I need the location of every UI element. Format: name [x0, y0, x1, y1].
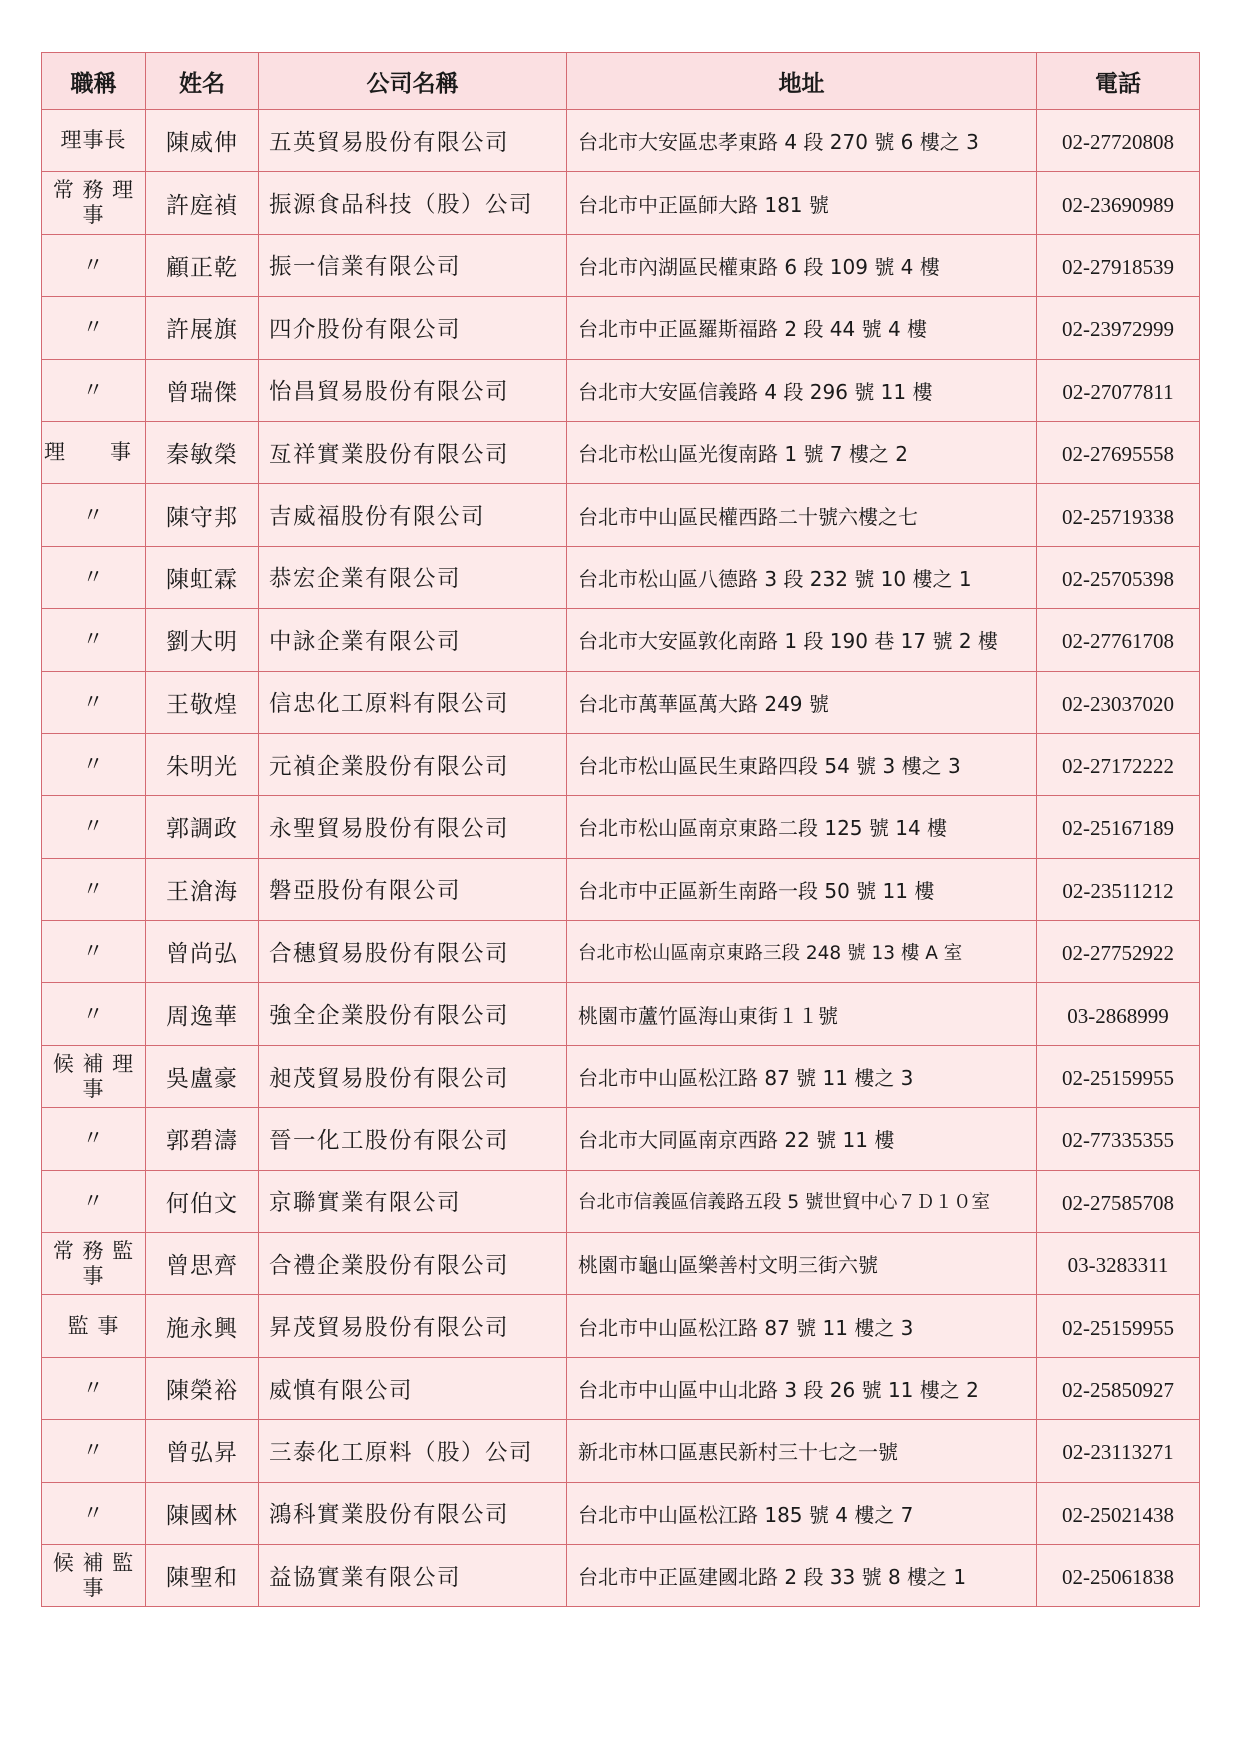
cell-company: 振源食品科技（股）公司 — [259, 172, 567, 234]
table-row — [42, 983, 1200, 1045]
cell-title: 〃 — [42, 983, 146, 1045]
table-row — [42, 1482, 1200, 1544]
table-row — [42, 1170, 1200, 1232]
cell-name: 許展旗 — [146, 297, 259, 359]
cell-address: 台北市中正區師大路 181 號 — [567, 172, 1037, 234]
cell-title: 常 務 理 事 — [42, 172, 146, 234]
cell-title: 〃 — [42, 546, 146, 608]
cell-company: 四介股份有限公司 — [259, 297, 567, 359]
table-row — [42, 796, 1200, 858]
cell-company: 五英貿易股份有限公司 — [259, 110, 567, 172]
cell-name: 曾尚弘 — [146, 921, 259, 983]
cell-title: 〃 — [42, 733, 146, 795]
cell-name: 陳聖和 — [146, 1544, 259, 1606]
cell-phone: 02-25850927 — [1037, 1357, 1200, 1419]
cell-company: 怡昌貿易股份有限公司 — [259, 359, 567, 421]
cell-address: 台北市大安區信義路 4 段 296 號 11 樓 — [567, 359, 1037, 421]
table-row — [42, 1295, 1200, 1357]
cell-phone: 02-27720808 — [1037, 110, 1200, 172]
cell-phone: 02-25719338 — [1037, 484, 1200, 546]
cell-title: 〃 — [42, 796, 146, 858]
cell-company: 吉威福股份有限公司 — [259, 484, 567, 546]
table-row — [42, 1233, 1200, 1295]
cell-address: 台北市中山區松江路 185 號 4 樓之 7 — [567, 1482, 1037, 1544]
cell-company: 中詠企業有限公司 — [259, 609, 567, 671]
cell-company: 磐亞股份有限公司 — [259, 858, 567, 920]
table-row — [42, 359, 1200, 421]
cell-company: 合穗貿易股份有限公司 — [259, 921, 567, 983]
cell-title: 〃 — [42, 671, 146, 733]
cell-address: 台北市松山區八德路 3 段 232 號 10 樓之 1 — [567, 546, 1037, 608]
cell-title: 理事長 — [42, 110, 146, 172]
cell-company: 鴻科實業股份有限公司 — [259, 1482, 567, 1544]
members-table — [41, 52, 1200, 1607]
cell-phone: 02-25167189 — [1037, 796, 1200, 858]
cell-address: 台北市中正區建國北路 2 段 33 號 8 樓之 1 — [567, 1544, 1037, 1606]
cell-name: 郭碧濤 — [146, 1108, 259, 1170]
cell-name: 吳盧豪 — [146, 1045, 259, 1107]
cell-title: 〃 — [42, 297, 146, 359]
cell-company: 晉一化工股份有限公司 — [259, 1108, 567, 1170]
cell-address: 台北市中正區羅斯福路 2 段 44 號 4 樓 — [567, 297, 1037, 359]
cell-name: 曾思齊 — [146, 1233, 259, 1295]
cell-address: 台北市松山區南京東路三段 248 號 13 樓 A 室 — [567, 921, 1037, 983]
cell-name: 許庭禎 — [146, 172, 259, 234]
cell-title: 〃 — [42, 609, 146, 671]
table-row — [42, 1544, 1200, 1606]
table-row — [42, 1420, 1200, 1482]
members-table-wrapper — [41, 52, 1199, 1607]
cell-title: 〃 — [42, 234, 146, 296]
cell-phone: 02-27172222 — [1037, 733, 1200, 795]
cell-address: 台北市信義區信義路五段 5 號世貿中心７Ｄ１０室 — [567, 1170, 1037, 1232]
table-row — [42, 1108, 1200, 1170]
table-row — [42, 671, 1200, 733]
table-row — [42, 234, 1200, 296]
cell-title: 〃 — [42, 1170, 146, 1232]
cell-name: 王滄海 — [146, 858, 259, 920]
cell-address: 新北市林口區惠民新村三十七之一號 — [567, 1420, 1037, 1482]
cell-company: 三泰化工原料（股）公司 — [259, 1420, 567, 1482]
cell-address: 台北市中山區松江路 87 號 11 樓之 3 — [567, 1295, 1037, 1357]
cell-address: 台北市中山區中山北路 3 段 26 號 11 樓之 2 — [567, 1357, 1037, 1419]
cell-title: 〃 — [42, 1482, 146, 1544]
cell-name: 周逸華 — [146, 983, 259, 1045]
cell-address: 台北市松山區光復南路 1 號 7 樓之 2 — [567, 421, 1037, 483]
header-company: 公司名稱 — [259, 53, 567, 110]
cell-company: 永聖貿易股份有限公司 — [259, 796, 567, 858]
cell-phone: 02-27077811 — [1037, 359, 1200, 421]
cell-company: 元禎企業股份有限公司 — [259, 733, 567, 795]
cell-company: 信忠化工原料有限公司 — [259, 671, 567, 733]
cell-title: 常 務 監 事 — [42, 1233, 146, 1295]
cell-phone: 02-23972999 — [1037, 297, 1200, 359]
header-phone: 電話 — [1037, 53, 1200, 110]
header-name: 姓名 — [146, 53, 259, 110]
cell-phone: 02-27752922 — [1037, 921, 1200, 983]
cell-company: 強全企業股份有限公司 — [259, 983, 567, 1045]
cell-title: 監 事 — [42, 1295, 146, 1357]
cell-phone: 02-25159955 — [1037, 1045, 1200, 1107]
cell-phone: 02-23690989 — [1037, 172, 1200, 234]
cell-name: 施永興 — [146, 1295, 259, 1357]
cell-title: 理 事 — [42, 421, 146, 483]
table-row — [42, 297, 1200, 359]
cell-name: 何伯文 — [146, 1170, 259, 1232]
cell-address: 台北市內湖區民權東路 6 段 109 號 4 樓 — [567, 234, 1037, 296]
cell-phone: 02-77335355 — [1037, 1108, 1200, 1170]
cell-name: 顧正乾 — [146, 234, 259, 296]
cell-name: 陳國林 — [146, 1482, 259, 1544]
cell-name: 劉大明 — [146, 609, 259, 671]
cell-phone: 02-25061838 — [1037, 1544, 1200, 1606]
cell-name: 陳虹霖 — [146, 546, 259, 608]
cell-phone: 03-3283311 — [1037, 1233, 1200, 1295]
cell-phone: 02-23037020 — [1037, 671, 1200, 733]
cell-name: 陳守邦 — [146, 484, 259, 546]
cell-address: 台北市大安區忠孝東路 4 段 270 號 6 樓之 3 — [567, 110, 1037, 172]
cell-company: 京聯實業有限公司 — [259, 1170, 567, 1232]
cell-title: 候 補 理 事 — [42, 1045, 146, 1107]
cell-phone: 02-27585708 — [1037, 1170, 1200, 1232]
cell-company: 威慎有限公司 — [259, 1357, 567, 1419]
cell-name: 郭調政 — [146, 796, 259, 858]
cell-name: 陳榮裕 — [146, 1357, 259, 1419]
cell-name: 王敬煌 — [146, 671, 259, 733]
cell-phone: 02-27695558 — [1037, 421, 1200, 483]
cell-address: 台北市松山區民生東路四段 54 號 3 樓之 3 — [567, 733, 1037, 795]
cell-name: 曾瑞傑 — [146, 359, 259, 421]
cell-address: 台北市大安區敦化南路 1 段 190 巷 17 號 2 樓 — [567, 609, 1037, 671]
cell-address: 台北市大同區南京西路 22 號 11 樓 — [567, 1108, 1037, 1170]
cell-title: 候 補 監 事 — [42, 1544, 146, 1606]
table-row — [42, 1045, 1200, 1107]
table-row — [42, 421, 1200, 483]
table-row — [42, 110, 1200, 172]
table-row — [42, 609, 1200, 671]
header-title: 職稱 — [42, 53, 146, 110]
cell-company: 益協實業有限公司 — [259, 1544, 567, 1606]
table-row — [42, 546, 1200, 608]
table-body — [42, 110, 1200, 1607]
cell-phone: 02-25021438 — [1037, 1482, 1200, 1544]
cell-title: 〃 — [42, 1357, 146, 1419]
cell-company: 昶茂貿易股份有限公司 — [259, 1045, 567, 1107]
header-row — [42, 53, 1200, 110]
cell-address: 台北市松山區南京東路二段 125 號 14 樓 — [567, 796, 1037, 858]
table-row — [42, 172, 1200, 234]
cell-title: 〃 — [42, 484, 146, 546]
cell-phone: 02-27761708 — [1037, 609, 1200, 671]
cell-address: 桃園市蘆竹區海山東街１１號 — [567, 983, 1037, 1045]
cell-phone: 02-25705398 — [1037, 546, 1200, 608]
cell-address: 台北市萬華區萬大路 249 號 — [567, 671, 1037, 733]
table-row — [42, 921, 1200, 983]
cell-phone: 03-2868999 — [1037, 983, 1200, 1045]
cell-title: 〃 — [42, 359, 146, 421]
cell-company: 合禮企業股份有限公司 — [259, 1233, 567, 1295]
cell-phone: 02-23511212 — [1037, 858, 1200, 920]
table-header — [42, 53, 1200, 110]
table-row — [42, 484, 1200, 546]
cell-phone: 02-23113271 — [1037, 1420, 1200, 1482]
cell-name: 曾弘昇 — [146, 1420, 259, 1482]
cell-name: 秦敏榮 — [146, 421, 259, 483]
cell-address: 台北市中正區新生南路一段 50 號 11 樓 — [567, 858, 1037, 920]
cell-title: 〃 — [42, 858, 146, 920]
cell-company: 恭宏企業有限公司 — [259, 546, 567, 608]
cell-name: 陳威伸 — [146, 110, 259, 172]
cell-company: 振一信業有限公司 — [259, 234, 567, 296]
cell-company: 亙祥實業股份有限公司 — [259, 421, 567, 483]
table-row — [42, 1357, 1200, 1419]
cell-address: 台北市中山區松江路 87 號 11 樓之 3 — [567, 1045, 1037, 1107]
table-row — [42, 733, 1200, 795]
cell-address: 台北市中山區民權西路二十號六樓之七 — [567, 484, 1037, 546]
cell-title: 〃 — [42, 921, 146, 983]
cell-phone: 02-27918539 — [1037, 234, 1200, 296]
cell-title: 〃 — [42, 1108, 146, 1170]
cell-company: 昇茂貿易股份有限公司 — [259, 1295, 567, 1357]
table-row — [42, 858, 1200, 920]
header-address: 地址 — [567, 53, 1037, 110]
cell-address: 桃園市龜山區樂善村文明三街六號 — [567, 1233, 1037, 1295]
cell-phone: 02-25159955 — [1037, 1295, 1200, 1357]
cell-name: 朱明光 — [146, 733, 259, 795]
cell-title: 〃 — [42, 1420, 146, 1482]
